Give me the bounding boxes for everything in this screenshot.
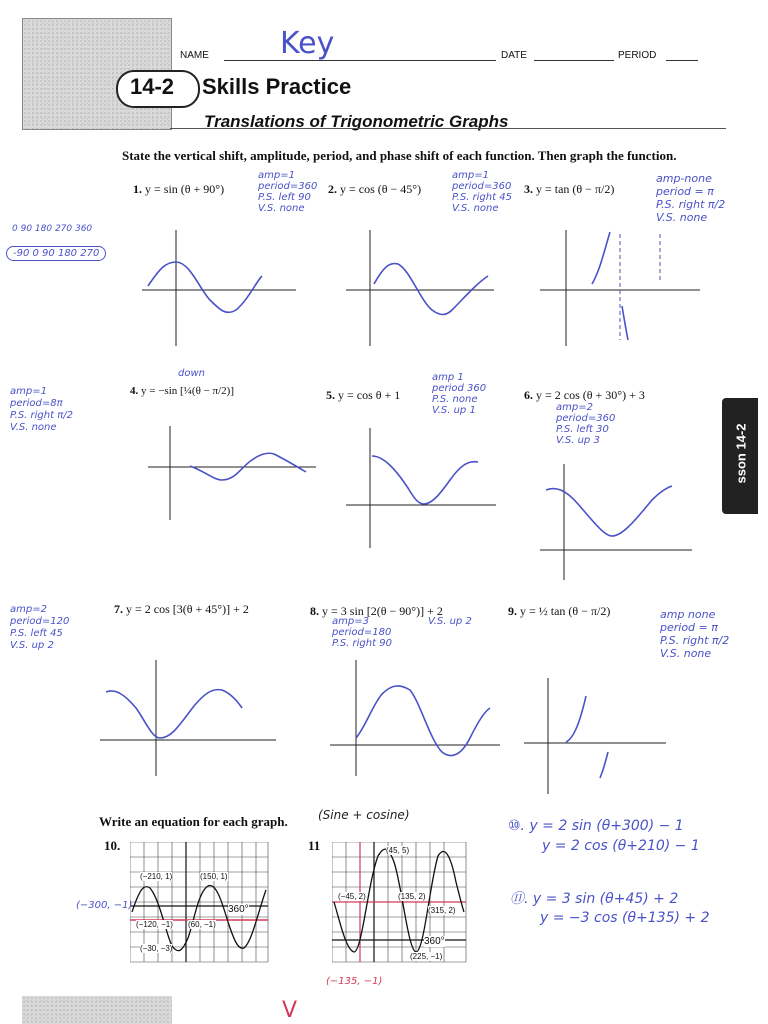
graph-1-axes — [142, 230, 296, 346]
notes-8-vs: V.S. up 2 — [428, 616, 472, 627]
graph-2-curve — [374, 264, 488, 315]
lesson-number: 14-2 — [130, 74, 175, 99]
notes-left-1a: 0 90 180 270 360 — [12, 224, 93, 234]
notes-2: amp=1 period=360 P.S. right 45 V.S. none — [452, 170, 512, 214]
answer-11-line1: ⑪. y = 3 sin (θ+45) + 2 — [510, 891, 679, 907]
graph-10-point-c: (−120, −1) — [136, 920, 173, 929]
problem-8-title: 8. y = 3 sin [2(θ − 90°)] + 2 — [310, 604, 443, 618]
graph-11-margin-note: (−135, −1) — [326, 976, 383, 987]
graph-4-axes — [148, 426, 316, 520]
graph-6-curve — [546, 486, 672, 536]
notes-9: amp none period = π P.S. right π/2 V.S. none — [660, 608, 730, 660]
page-title: Skills Practice — [202, 74, 352, 99]
answer-10-line1: ⑩. y = 2 sin (θ+300) − 1 — [508, 818, 684, 834]
notes-6: amp=2 period=360 P.S. left 30 V.S. up 3 — [556, 402, 616, 446]
problem-6-title: 6. y = 2 cos (θ + 30°) + 3 — [524, 388, 645, 402]
notes-3: amp-none period = π P.S. right π/2 V.S. none — [656, 172, 726, 224]
graph-10-point-a: (−210, 1) — [140, 872, 173, 881]
graph-9-axes — [524, 678, 666, 794]
problem-1-title: 1. y = sin (θ + 90°) — [133, 182, 225, 196]
graph-10-margin-note: (−300, −1) — [76, 900, 133, 911]
page-subtitle: Translations of Trigonometric Graphs — [204, 112, 509, 131]
graph-8-axes — [330, 660, 500, 776]
problem-3-title: 3. y = tan (θ − π/2) — [524, 182, 615, 196]
graph-6-axes — [540, 464, 692, 580]
graph-2-axes — [346, 230, 494, 346]
side-tab-label: sson 14-2 — [733, 423, 749, 484]
date-label: DATE — [501, 50, 527, 61]
problem-4-title: 4. y = −sin [¼(θ − π/2)] — [130, 385, 234, 397]
graph-10-point-e: (−30, −3) — [140, 944, 173, 953]
graph-1-curve — [148, 262, 262, 312]
problem-2-title: 2. y = cos (θ − 45°) — [328, 182, 422, 196]
name-value: Key — [280, 26, 335, 61]
graph-11 — [332, 842, 468, 964]
graph-10-xlabel: 360° — [228, 904, 249, 915]
graph-11-xlabel: 360° — [424, 936, 445, 947]
notes-8: amp=3 period=180 P.S. right 90 — [332, 616, 392, 649]
period-label: PERIOD — [618, 50, 657, 61]
graph-9-curve — [566, 696, 586, 742]
graph-11-point-e: (225, −1) — [410, 952, 443, 961]
graph-10-number: 10. — [104, 838, 121, 853]
graph-7-curve — [106, 690, 242, 738]
footer-check-mark: V — [282, 998, 298, 1023]
graph-3-curve-b — [622, 306, 628, 340]
graph-11-point-b: (−45, 2) — [338, 892, 366, 901]
graph-11-point-c: (135, 2) — [398, 892, 426, 901]
notes-left-7: amp=2 period=120 P.S. left 45 V.S. up 2 — [10, 604, 70, 651]
answer-11-line2: y = −3 cos (θ+135) + 2 — [540, 910, 710, 926]
graph-5-curve — [372, 456, 478, 504]
notes-left-4: amp=1 period=8π P.S. right π/2 V.S. none — [10, 386, 73, 433]
problem-7-title: 7. y = 2 cos [3(θ + 45°)] + 2 — [114, 602, 249, 616]
graph-11-point-a: (45, 5) — [386, 846, 410, 855]
answer-10-line2: y = 2 cos (θ+210) − 1 — [542, 838, 700, 854]
instructions: State the vertical shift, amplitude, period, and phase shift of each function. Then graph the function. — [122, 148, 677, 163]
notes-5: amp 1 period 360 P.S. none V.S. up 1 — [432, 372, 487, 416]
graph-5-axes — [346, 428, 496, 548]
problem-9-title: 9. y = ½ tan (θ − π/2) — [508, 604, 611, 618]
notes-left-1b: -90 0 90 180 270 — [6, 246, 106, 261]
graph-11-point-d: (315, 2) — [428, 906, 456, 915]
graph-9-curve-b — [600, 752, 608, 778]
graph-3-curve — [592, 232, 610, 284]
notes-4-down: down — [178, 368, 205, 379]
name-label: NAME — [180, 50, 209, 61]
write-handnote: (Sine + cosine) — [318, 808, 410, 822]
problem-5-title: 5. y = cos θ + 1 — [326, 388, 401, 402]
graph-10-point-b: (150, 1) — [200, 872, 228, 881]
graph-10-point-d: (60, −1) — [188, 920, 216, 929]
graph-7-axes — [100, 660, 276, 776]
graph-11-number: 11 — [308, 838, 321, 853]
write-heading: Write an equation for each graph. — [99, 814, 288, 829]
notes-1: amp=1 period=360 P.S. left 90 V.S. none — [258, 170, 318, 214]
